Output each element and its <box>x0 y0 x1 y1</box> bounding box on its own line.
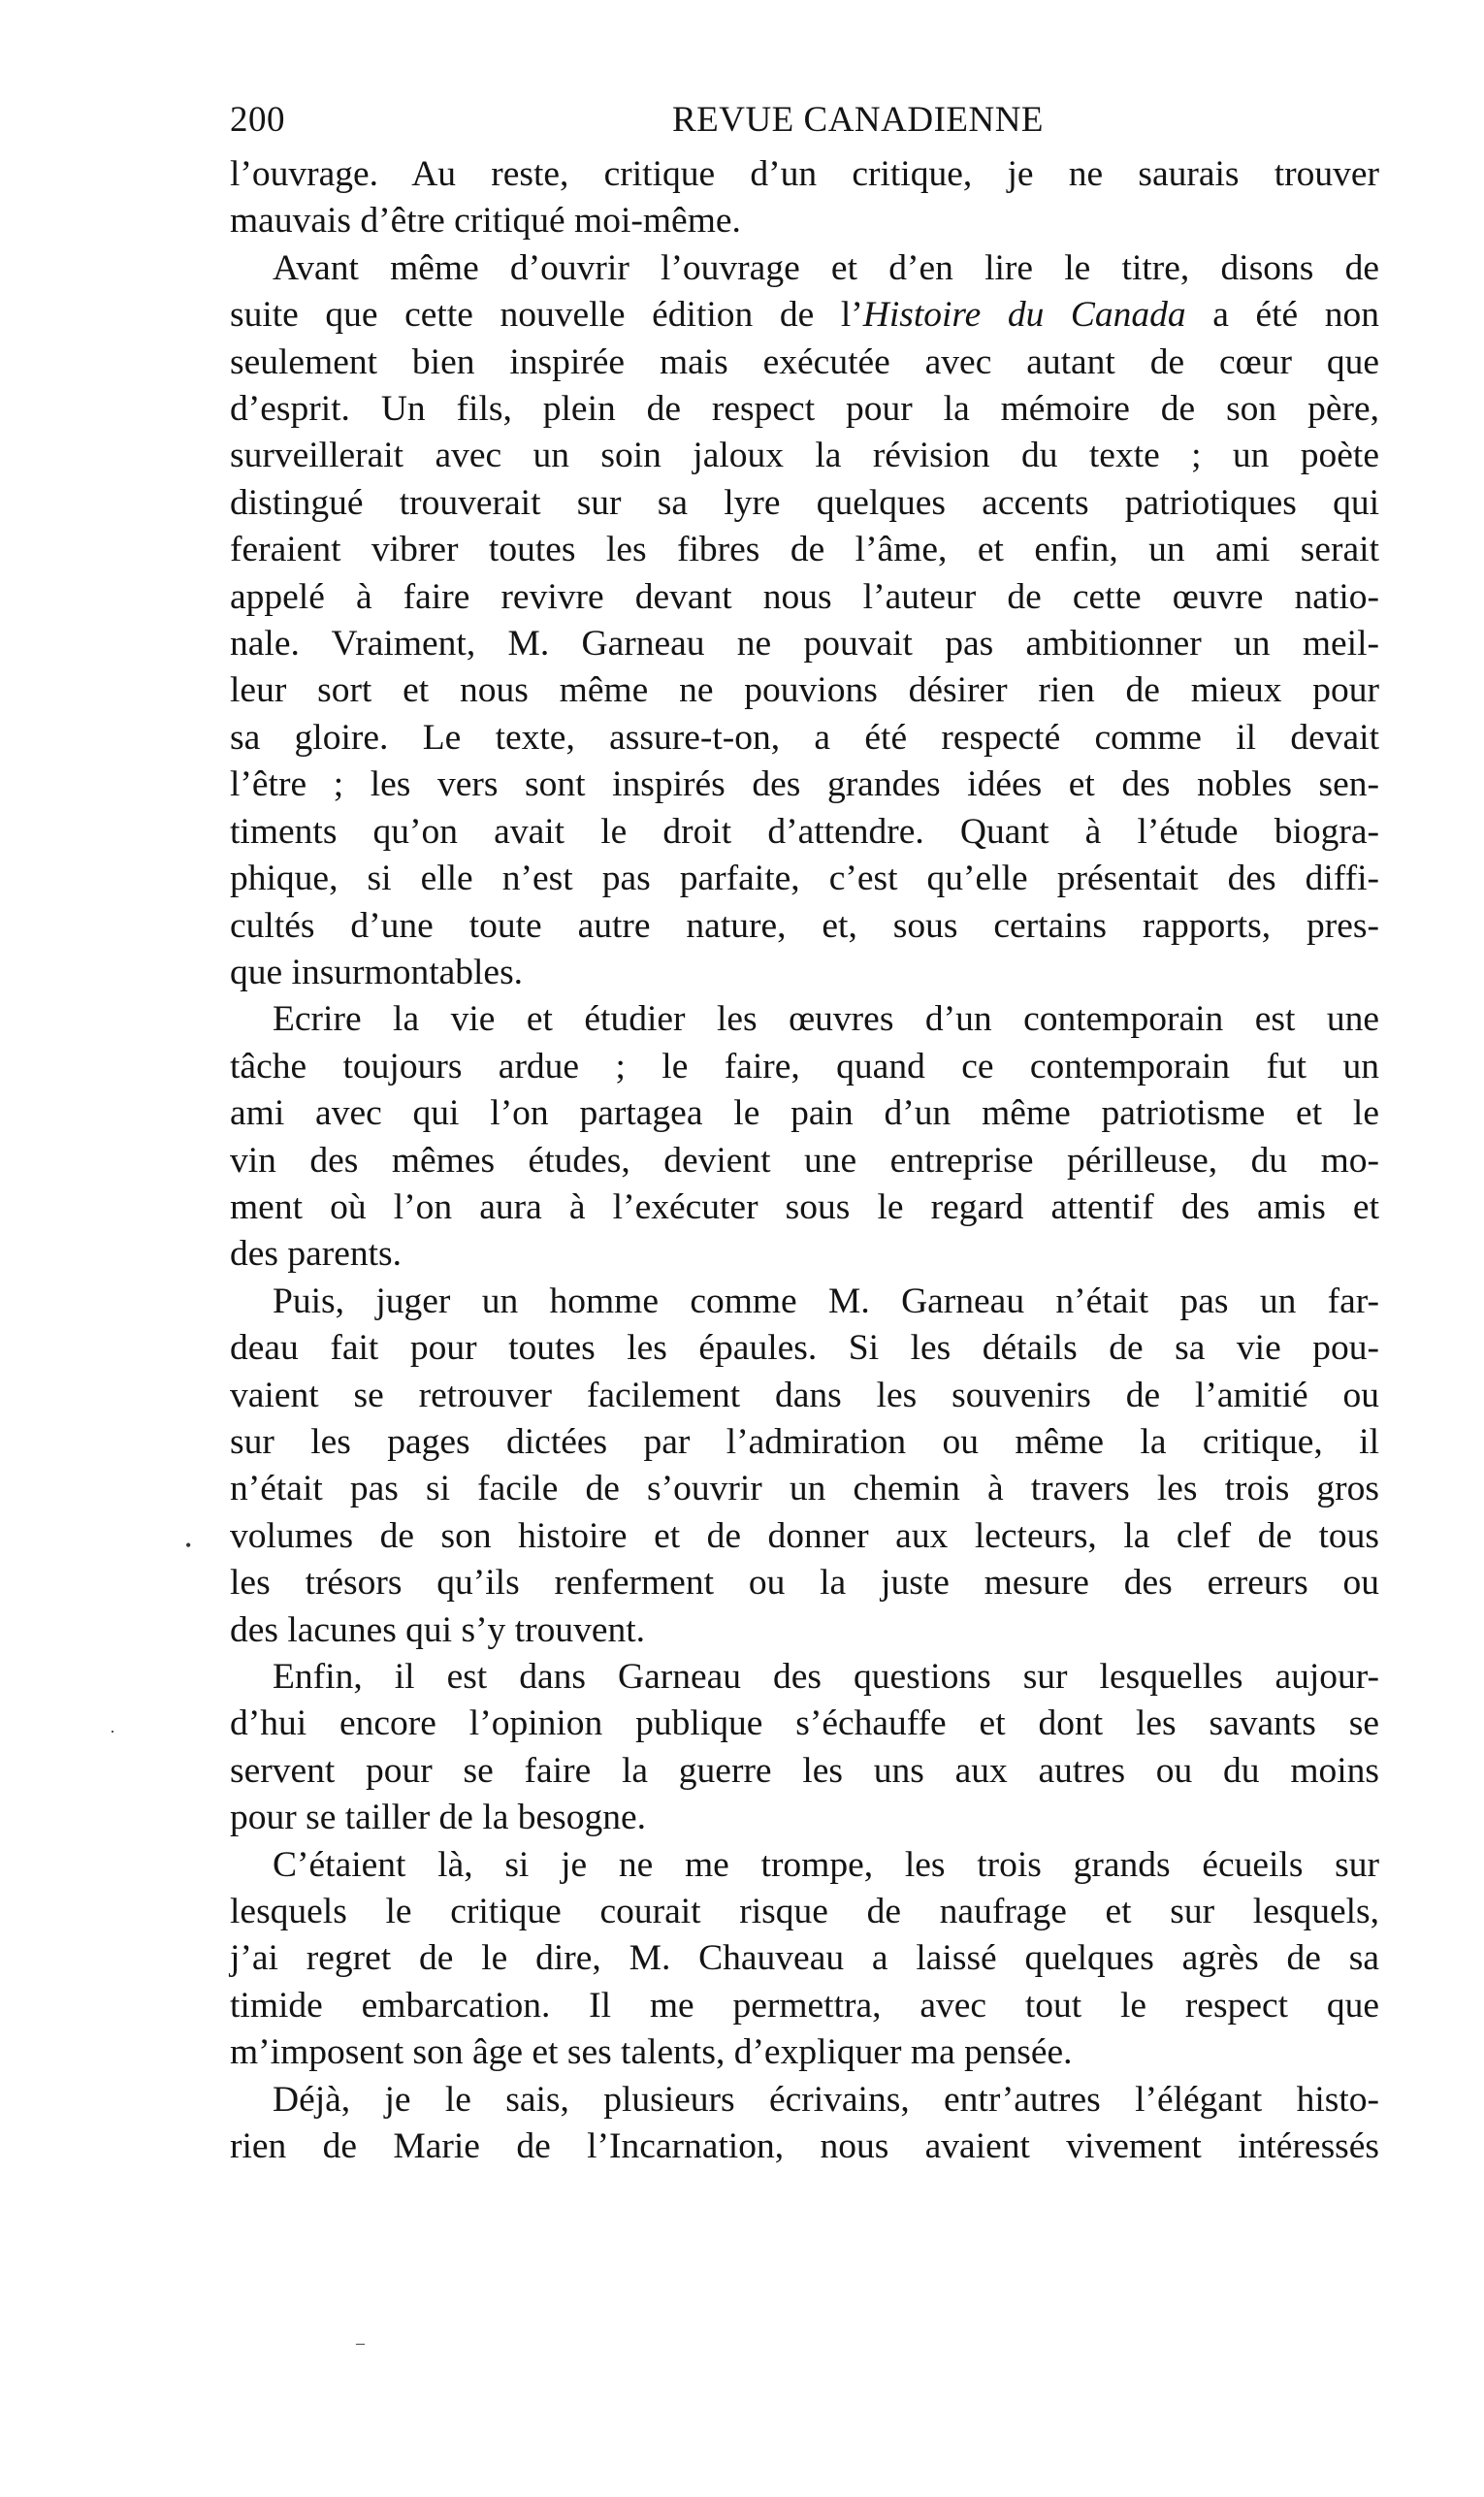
paragraph <box>230 1842 1379 2077</box>
paragraph <box>230 996 1379 1278</box>
text-line: ami avec qui l’on partagea le pain d’un même patriotisme et le <box>230 1093 1379 1134</box>
text-line: rien de Marie de l’Incarnation, nous avaient vivement intéressés <box>230 2126 1379 2167</box>
text-line: d’esprit. Un fils, plein de respect pour la mémoire de son père, <box>230 389 1379 430</box>
text-line: surveillerait avec un soin jaloux la révision du texte ; un poète <box>230 436 1379 476</box>
text-line: sa gloire. Le texte, assure-t-on, a été respecté comme il devait <box>230 717 1379 758</box>
text-line: l’ouvrage. Au reste, critique d’un critique, je ne saurais trouver <box>230 154 1379 194</box>
paragraph <box>230 2077 1379 2171</box>
margin-mark: · <box>110 1722 115 1741</box>
text-line: Enfin, il est dans Garneau des questions sur lesquelles aujour- <box>273 1657 1379 1697</box>
text-line: pour se tailler de la besogne. <box>230 1798 647 1838</box>
article-body <box>230 151 1379 2170</box>
paragraph <box>230 245 1379 997</box>
text-line: Avant même d’ouvrir l’ouvrage et d’en lire le titre, disons de <box>273 247 1379 288</box>
text-line: seulement bien inspirée mais exécutée avec autant de cœur que <box>230 341 1379 382</box>
text-line: timide embarcation. Il me permettra, avec tout le respect que <box>230 1985 1379 2026</box>
text-line: timents qu’on avait le droit d’attendre. Quant à l’étude biogra- <box>230 811 1379 852</box>
paragraph <box>230 1654 1379 1842</box>
text-line: mauvais d’être critiqué moi-même. <box>230 201 741 242</box>
text-line: des parents. <box>230 1234 403 1275</box>
text-line: lesquels le critique courait risque de naufrage et sur lesquels, <box>230 1892 1379 1932</box>
text-line: n’était pas si facile de s’ouvrir un chemin à travers les trois gros <box>230 1469 1379 1509</box>
text-line: les trésors qu’ils renferment ou la juste mesure des erreurs ou <box>230 1563 1379 1604</box>
text-line: feraient vibrer toutes les fibres de l’âme, et enfin, un ami serait <box>230 530 1379 570</box>
text-line: servent pour se faire la guerre les uns aux autres ou du moins <box>230 1750 1379 1791</box>
text-line: volumes de son histoire et de donner aux lecteurs, la clef de tous <box>230 1515 1379 1556</box>
text-line: ment où l’on aura à l’exécuter sous le regard attentif des amis et <box>230 1186 1379 1227</box>
text-line: Ecrire la vie et étudier les œuvres d’un contemporain est une <box>273 999 1379 1040</box>
paragraph <box>230 151 1379 245</box>
text-line: j’ai regret de le dire, M. Chauveau a laissé quelques agrès de sa <box>230 1938 1379 1979</box>
book-page <box>230 95 1379 2170</box>
text-line: phique, si elle n’est pas parfaite, c’est qu’elle présentait des diffi- <box>230 859 1379 899</box>
text-line: vin des mêmes études, devient une entreprise périlleuse, du mo- <box>230 1140 1379 1181</box>
text-line: Déjà, je le sais, plusieurs écrivains, entr’autres l’élégant histo- <box>273 2079 1379 2120</box>
margin-mark: – <box>356 2333 365 2352</box>
paragraph <box>230 1279 1379 1654</box>
text-line: nale. Vraiment, M. Garneau ne pouvait pas ambitionner un meil- <box>230 624 1379 665</box>
text-line: C’étaient là, si je ne me trompe, les trois grands écueils sur <box>273 1844 1379 1885</box>
text-line: appelé à faire revivre devant nous l’auteur de cette œuvre natio- <box>230 576 1379 617</box>
text-line: que insurmontables. <box>230 952 524 992</box>
journal-title: REVUE CANADIENNE <box>671 100 1045 140</box>
text-line: distingué trouverait sur sa lyre quelques accents patriotiques qui <box>230 482 1379 523</box>
text-line: vaient se retrouver facilement dans les souvenirs de l’amitié ou <box>230 1375 1379 1415</box>
text-line: tâche toujours ardue ; le faire, quand ce contemporain fut un <box>230 1046 1379 1086</box>
running-head <box>230 95 1379 146</box>
text-line: suite que cette nouvelle édition de l’Histoire du Canada a été non <box>230 295 1379 336</box>
text-line: m’imposent son âge et ses talents, d’expliquer ma pensée. <box>230 2032 1073 2073</box>
text-line: l’être ; les vers sont inspirés des grandes idées et des nobles sen- <box>230 764 1379 805</box>
text-line: cultés d’une toute autre nature, et, sous certains rapports, pres- <box>230 905 1379 946</box>
text-line: sur les pages dictées par l’admiration ou même la critique, il <box>230 1421 1379 1462</box>
text-line: leur sort et nous même ne pouvions désirer rien de mieux pour <box>230 670 1379 711</box>
text-line: des lacunes qui s’y trouvent. <box>230 1609 646 1650</box>
text-line: d’hui encore l’opinion publique s’échauffe et dont les savants se <box>230 1703 1379 1744</box>
text-line: deau fait pour toutes les épaules. Si les détails de sa vie pou- <box>230 1328 1379 1369</box>
text-line: Puis, juger un homme comme M. Garneau n’était pas un far- <box>273 1281 1379 1321</box>
book-title-italic: Histoire du Canada <box>862 295 1186 336</box>
margin-mark: • <box>185 1536 192 1555</box>
page-number: 200 <box>230 100 285 140</box>
